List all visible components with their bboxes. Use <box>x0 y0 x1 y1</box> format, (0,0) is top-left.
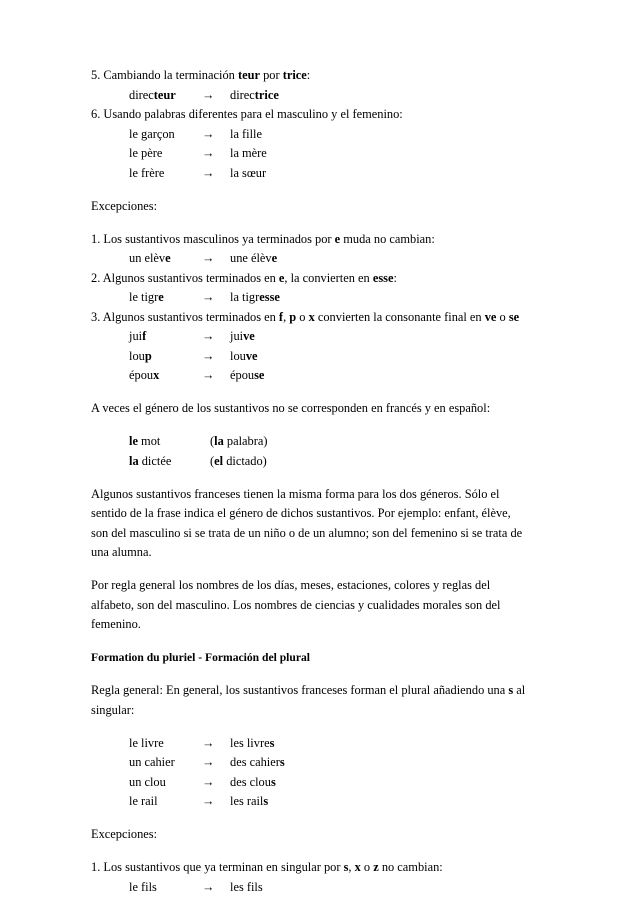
plural-exception-1-title: 1. Los sustantivos que ya terminan en singular por s, x o z no cambian: <box>91 860 443 874</box>
plural-rule-line-2: singular: <box>91 702 135 717</box>
arrow-icon: → <box>202 251 215 265</box>
arrow-icon: → <box>202 368 215 382</box>
example-row: juif → juive <box>91 327 561 347</box>
exceptions-heading: Excepciones: <box>91 827 158 841</box>
rule-6-title: 6. Usando palabras diferentes para el masculino y el femenino: <box>91 107 403 121</box>
gender-intro: A veces el género de los sustantivos no se corresponden en francés y en español: <box>91 401 491 415</box>
paragraph-same-form: Algunos sustantivos franceses tienen la misma forma para los dos géneros. Sólo el sentido de la frase indica el género de dichos sustantivos. Por ejemplo: enfant, élève, son del masculino si se trata de un niño o de un alumno; son del femenino si se trata de una alumna. <box>91 486 523 559</box>
arrow-icon: → <box>202 165 215 180</box>
example-row: directeur → directrice <box>91 86 561 106</box>
arrow-icon: → <box>202 794 215 808</box>
exceptions-heading: Excepciones: <box>91 198 158 213</box>
example-row: le tigre → la tigresse <box>91 288 561 308</box>
example-row: le mot (la palabra) <box>129 434 268 448</box>
arrow-icon: → <box>202 329 215 343</box>
arrow-icon: → <box>202 755 215 769</box>
paragraph-general-rule: Por regla general los nombres de los días, meses, estaciones, colores y reglas del alfabeto, son del masculino. Los nombres de ciencias y cualidades morales son del femenino. <box>91 578 501 631</box>
example-row: un cahier → des cahiers <box>91 753 561 773</box>
example-row: un elève → une élève <box>91 249 561 269</box>
arrow-icon: → <box>202 774 215 789</box>
example-row: le rail → les rails <box>91 792 561 812</box>
arrow-icon: → <box>202 146 215 160</box>
arrow-icon: → <box>202 87 215 102</box>
arrow-icon: → <box>202 348 215 363</box>
example-row: le frère → la sœur <box>91 164 561 184</box>
arrow-icon: → <box>202 290 215 304</box>
example-row: la dictée (el dictado) <box>129 453 267 468</box>
arrow-icon: → <box>202 126 215 141</box>
example-row: le fils → les fils <box>91 878 561 898</box>
example-row: un clou → des clous <box>91 773 561 793</box>
exception-1-title: 1. Los sustantivos masculinos ya terminados por e muda no cambian: <box>91 231 435 246</box>
exception-3-title: 3. Algunos sustantivos terminados en f, p o x convierten la consonante final en ve o se <box>91 309 520 324</box>
rule-5-title: 5. Cambiando la terminación teur por trice: <box>91 68 311 82</box>
section-heading: Formation du pluriel - Formación del plural <box>91 651 310 664</box>
arrow-icon: → <box>202 879 215 894</box>
example-row: le père → la mère <box>91 144 561 164</box>
plural-rule-line-1: Regla general: En general, los sustantivos franceses forman el plural añadiendo una s al <box>91 683 526 697</box>
document-page <box>91 66 561 897</box>
example-row: loup → louve <box>91 347 561 367</box>
arrow-icon: → <box>202 735 215 750</box>
example-row: le garçon → la fille <box>91 125 561 145</box>
example-row: époux → épouse <box>91 366 561 386</box>
exception-2-title: 2. Algunos sustantivos terminados en e, la convierten en esse: <box>91 270 397 285</box>
example-row: le livre → les livres <box>91 734 561 754</box>
